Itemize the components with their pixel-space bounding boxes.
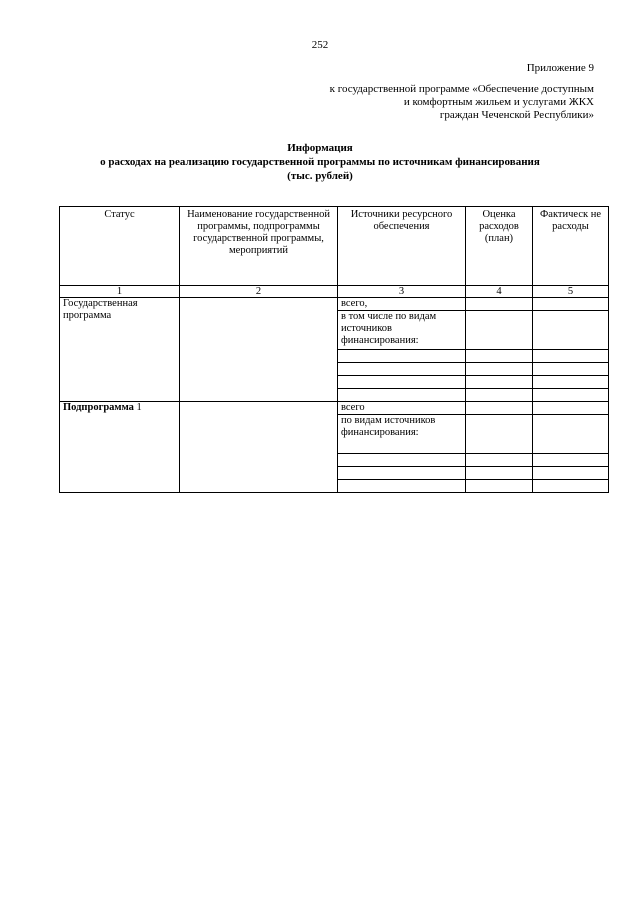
plan-cell: [466, 402, 533, 415]
header-sources: Источники ресурсного обеспечения: [338, 207, 466, 286]
plan-cell: [466, 415, 533, 454]
actual-cell: [533, 415, 609, 454]
title-line-2: о расходах на реализацию государственной программы по источникам финансирования: [100, 156, 540, 168]
column-number-row: [60, 286, 609, 298]
subprogram-label: Подпрограмма: [63, 402, 134, 413]
column-number: 4: [466, 286, 533, 298]
header-status: Статус: [60, 207, 180, 286]
plan-cell: [466, 311, 533, 350]
program-source-total: всего,: [338, 298, 466, 311]
source-cell: [338, 480, 466, 493]
column-number: 2: [180, 286, 338, 298]
program-source-breakdown: в том числе по видам источников финансирования:: [338, 311, 466, 350]
appendix-label: Приложение 9: [526, 62, 594, 74]
plan-cell: [466, 389, 533, 402]
expenses-table: [59, 206, 609, 493]
appendix-reference: [194, 83, 594, 122]
subprogram-number: 1: [133, 402, 142, 413]
subprogram-status: [60, 402, 180, 493]
column-number: 5: [533, 286, 609, 298]
actual-cell: [533, 402, 609, 415]
title-line-3: (тыс. рублей): [287, 170, 353, 182]
actual-cell: [533, 376, 609, 389]
actual-cell: [533, 389, 609, 402]
table-row: [60, 298, 609, 311]
actual-cell: [533, 350, 609, 363]
actual-cell: [533, 311, 609, 350]
header-name: Наименование государственной программы, подпрограммы государственной программы, мероприятий: [180, 207, 338, 286]
appendix-line-3: граждан Чеченской Республики»: [439, 109, 594, 121]
subprogram-name-cell: [180, 402, 338, 493]
table-row: [60, 402, 609, 415]
source-cell: [338, 376, 466, 389]
plan-cell: [466, 363, 533, 376]
column-number: 3: [338, 286, 466, 298]
actual-cell: [533, 467, 609, 480]
program-name-cell: [180, 298, 338, 402]
subprogram-source-total: всего: [338, 402, 466, 415]
source-cell: [338, 467, 466, 480]
header-plan: Оценка расходов (план): [466, 207, 533, 286]
table-header-row: [60, 207, 609, 286]
actual-cell: [533, 363, 609, 376]
program-status: Государственная программа: [60, 298, 180, 402]
source-cell: [338, 389, 466, 402]
plan-cell: [466, 376, 533, 389]
appendix-line-1: к государственной программе «Обеспечение доступным: [329, 83, 594, 95]
source-cell: [338, 363, 466, 376]
actual-cell: [533, 480, 609, 493]
document-title: [0, 141, 640, 183]
page-number: 252: [311, 39, 329, 51]
subprogram-source-breakdown: по видам источников финансирования:: [338, 415, 466, 454]
title-line-1: Информация: [287, 142, 353, 154]
plan-cell: [466, 480, 533, 493]
header-actual: Фактическ не расходы: [533, 207, 609, 286]
plan-cell: [466, 467, 533, 480]
actual-cell: [533, 454, 609, 467]
plan-cell: [466, 454, 533, 467]
source-cell: [338, 454, 466, 467]
column-number: 1: [60, 286, 180, 298]
plan-cell: [466, 350, 533, 363]
actual-cell: [533, 298, 609, 311]
source-cell: [338, 350, 466, 363]
appendix-line-2: и комфортным жильем и услугами ЖКХ: [403, 96, 594, 108]
plan-cell: [466, 298, 533, 311]
